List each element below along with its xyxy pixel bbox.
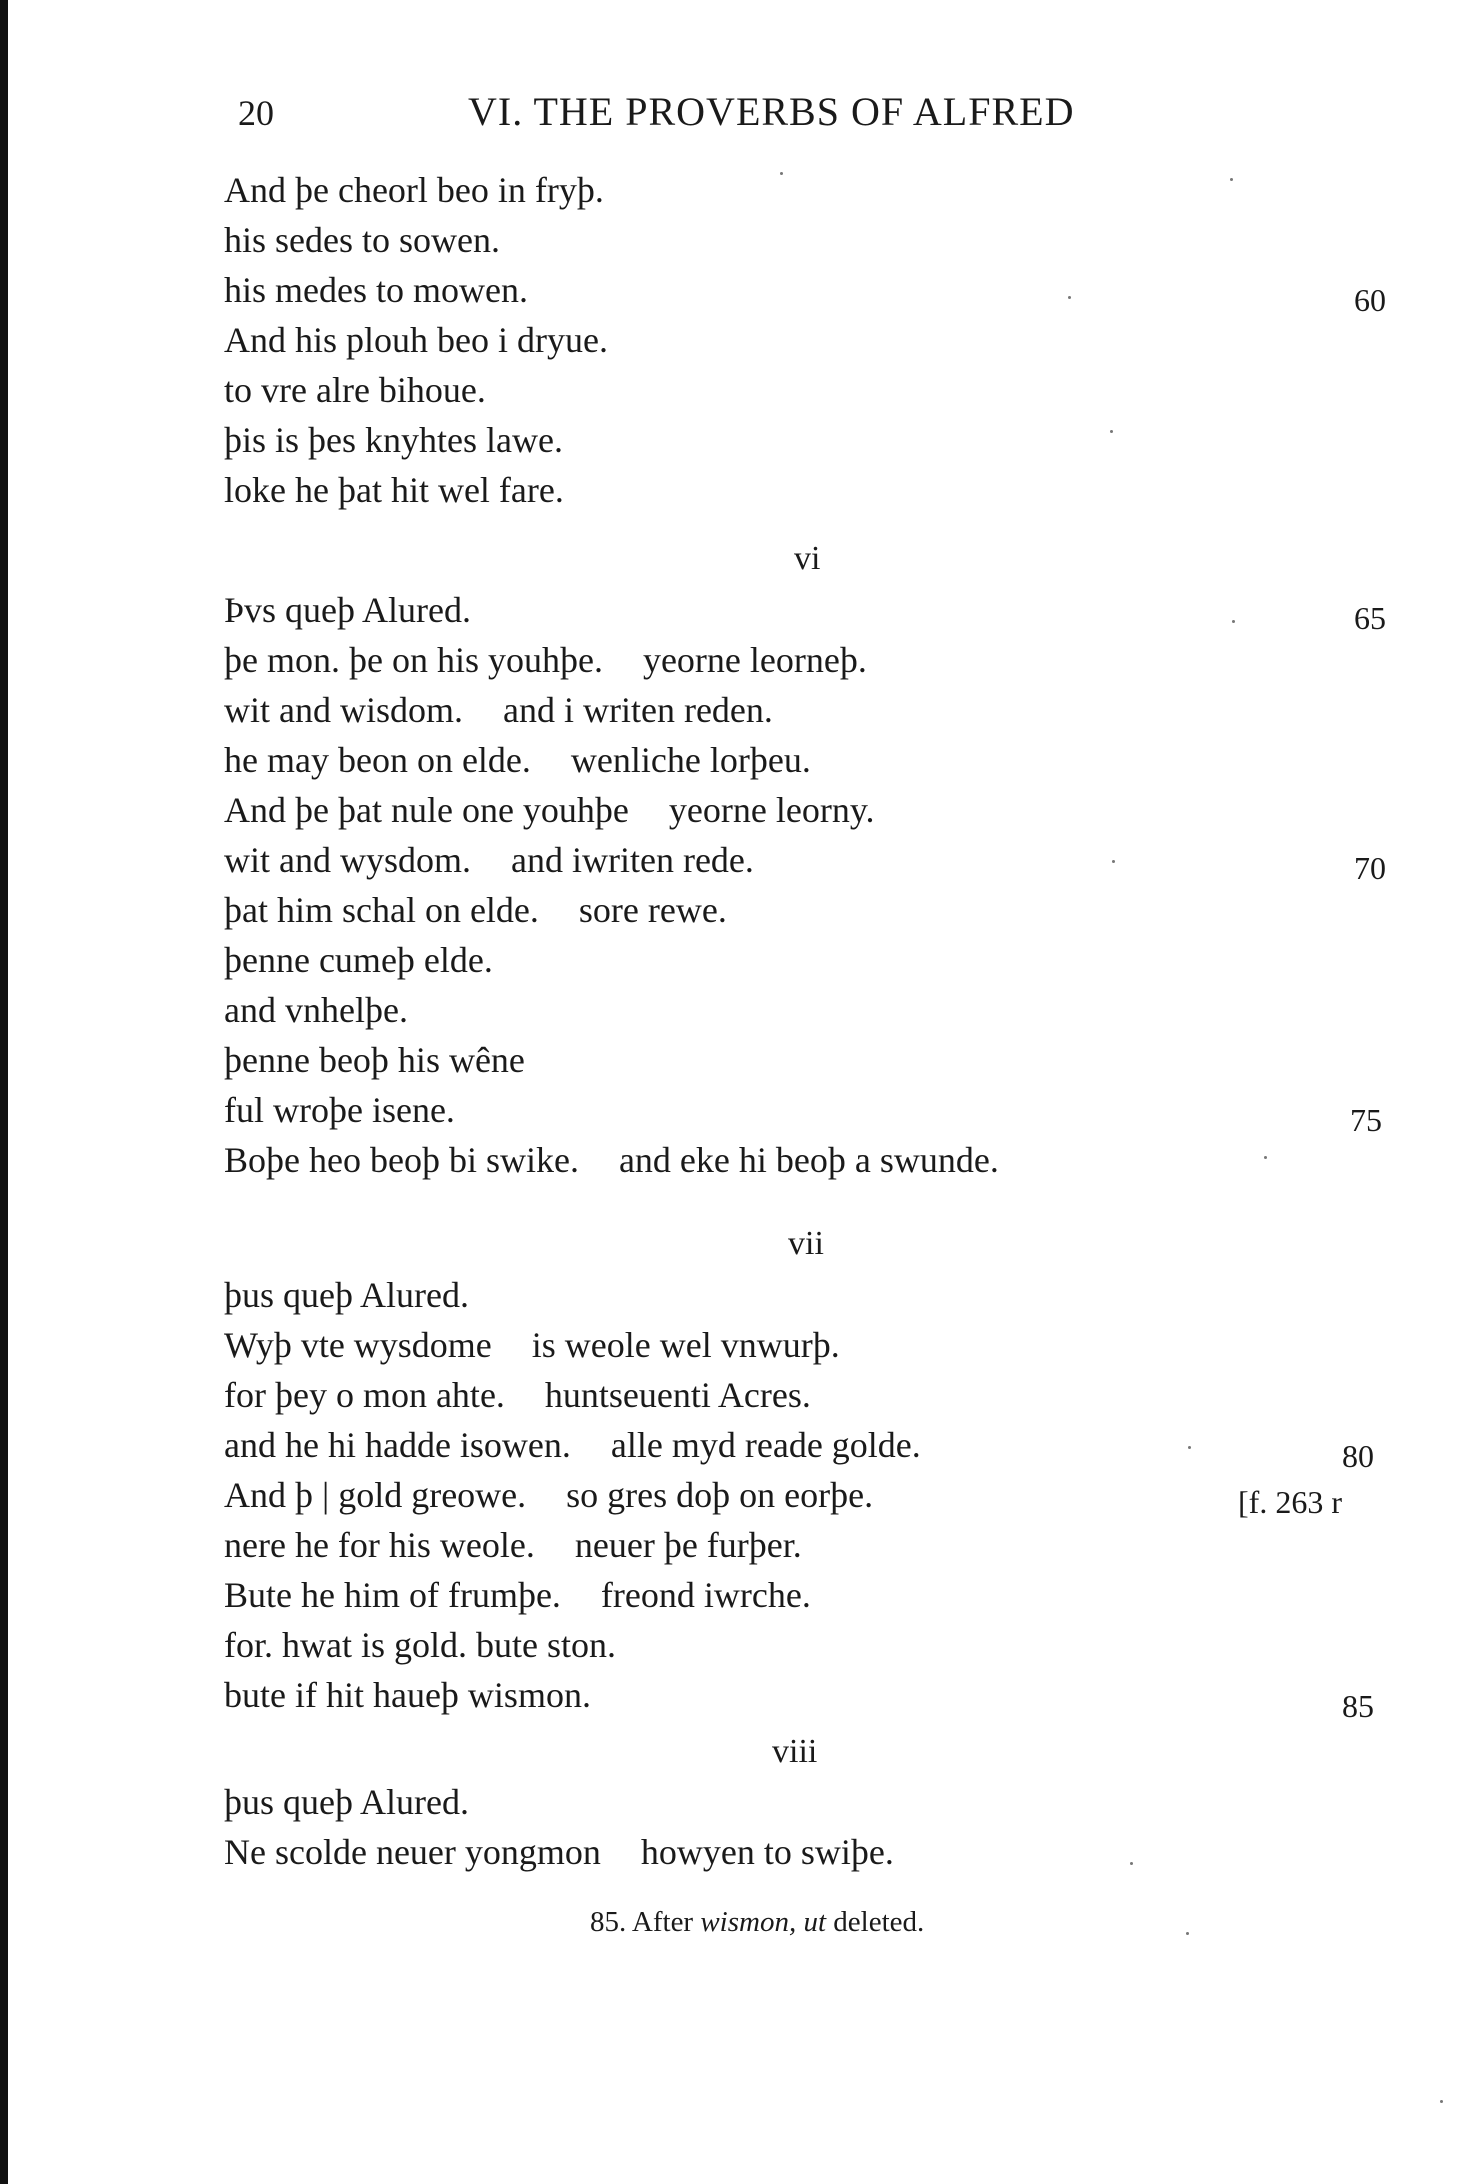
footnote-text-after: deleted. <box>833 1906 925 1938</box>
scan-speck <box>1068 296 1071 299</box>
verse-line: wit and wisdom. and i writen reden. <box>224 690 773 730</box>
verse-line: ful wroþe isene. <box>224 1090 455 1130</box>
folio-reference: [f. 263 r <box>1238 1484 1342 1520</box>
verse-line: þus queþ Alured. <box>224 1275 469 1315</box>
footnote <box>590 1906 924 1939</box>
verse-line: loke he þat hit wel fare. <box>224 470 564 510</box>
page-number: 20 <box>238 93 274 133</box>
line-number: 80 <box>1342 1438 1374 1474</box>
scan-speck <box>780 172 783 175</box>
scan-speck <box>1440 2100 1443 2103</box>
verse-line: Þvs queþ Alured. <box>224 590 471 630</box>
footnote-number: 85. <box>590 1906 627 1938</box>
verse-line: Boþe heo beoþ bi swike. and eke hi beoþ a swunde. <box>224 1140 999 1180</box>
verse-line: his sedes to sowen. <box>224 220 500 260</box>
verse-line: Bute he him of frumþe. freond iwrche. <box>224 1575 811 1615</box>
running-title: VI. THE PROVERBS OF ALFRED <box>468 89 1075 134</box>
verse-line: and vnhelþe. <box>224 990 408 1030</box>
scan-speck <box>1232 620 1235 623</box>
scan-speck <box>1264 1156 1267 1159</box>
verse-line: his medes to mowen. <box>224 270 528 310</box>
verse-line: he may beon on elde. wenliche lorþeu. <box>224 740 811 780</box>
verse-line: for þey o mon ahte. huntseuenti Acres. <box>224 1375 811 1415</box>
footnote-italic: wismon, ut <box>700 1906 827 1938</box>
verse-line: And þe cheorl beo in fryþ. <box>224 170 604 210</box>
line-number: 85 <box>1342 1688 1374 1724</box>
line-number: 60 <box>1354 282 1386 318</box>
verse-line: And þ | gold greowe. so gres doþ on eorþe. <box>224 1475 874 1515</box>
verse-line: wit and wysdom. and iwriten rede. <box>224 840 754 880</box>
verse-line: þenne beoþ his wêne <box>224 1040 525 1080</box>
verse-line: þat him schal on elde. sore rewe. <box>224 890 727 930</box>
section-heading: vii <box>788 1225 824 1262</box>
verse-line: nere he for his weole. neuer þe furþer. <box>224 1525 802 1565</box>
line-number: 65 <box>1354 600 1386 636</box>
verse-line: þenne cumeþ elde. <box>224 940 493 980</box>
section-heading: vi <box>794 540 821 577</box>
page-header <box>230 88 1160 138</box>
scan-edge <box>0 0 8 2184</box>
verse-line: to vre alre bihoue. <box>224 370 486 410</box>
verse-line: for. hwat is gold. bute ston. <box>224 1625 616 1665</box>
scan-speck <box>1130 1862 1133 1865</box>
verse-line: And þe þat nule one youhþe yeorne leorny. <box>224 790 875 830</box>
verse-line: Ne scolde neuer yongmon howyen to swiþe. <box>224 1832 894 1872</box>
scan-speck <box>1230 178 1233 181</box>
verse-line: bute if hit haueþ wismon. <box>224 1675 591 1715</box>
verse-line: and he hi hadde isowen. alle myd reade golde. <box>224 1425 921 1465</box>
line-number: 70 <box>1354 850 1386 886</box>
footnote-text-before: After <box>631 1906 694 1938</box>
scan-speck <box>1186 1932 1189 1935</box>
verse-line: þis is þes knyhtes lawe. <box>224 420 563 460</box>
line-number: 75 <box>1350 1102 1382 1138</box>
scan-speck <box>1110 430 1113 433</box>
scan-speck <box>1188 1446 1191 1449</box>
verse-line: þus queþ Alured. <box>224 1782 469 1822</box>
verse-line: And his plouh beo i dryue. <box>224 320 608 360</box>
section-heading: viii <box>772 1733 818 1770</box>
scan-speck <box>1112 860 1115 863</box>
verse-line: þe mon. þe on his youhþe. yeorne leorneþ. <box>224 640 867 680</box>
verse-line: Wyþ vte wysdome is weole wel vnwurþ. <box>224 1325 840 1365</box>
